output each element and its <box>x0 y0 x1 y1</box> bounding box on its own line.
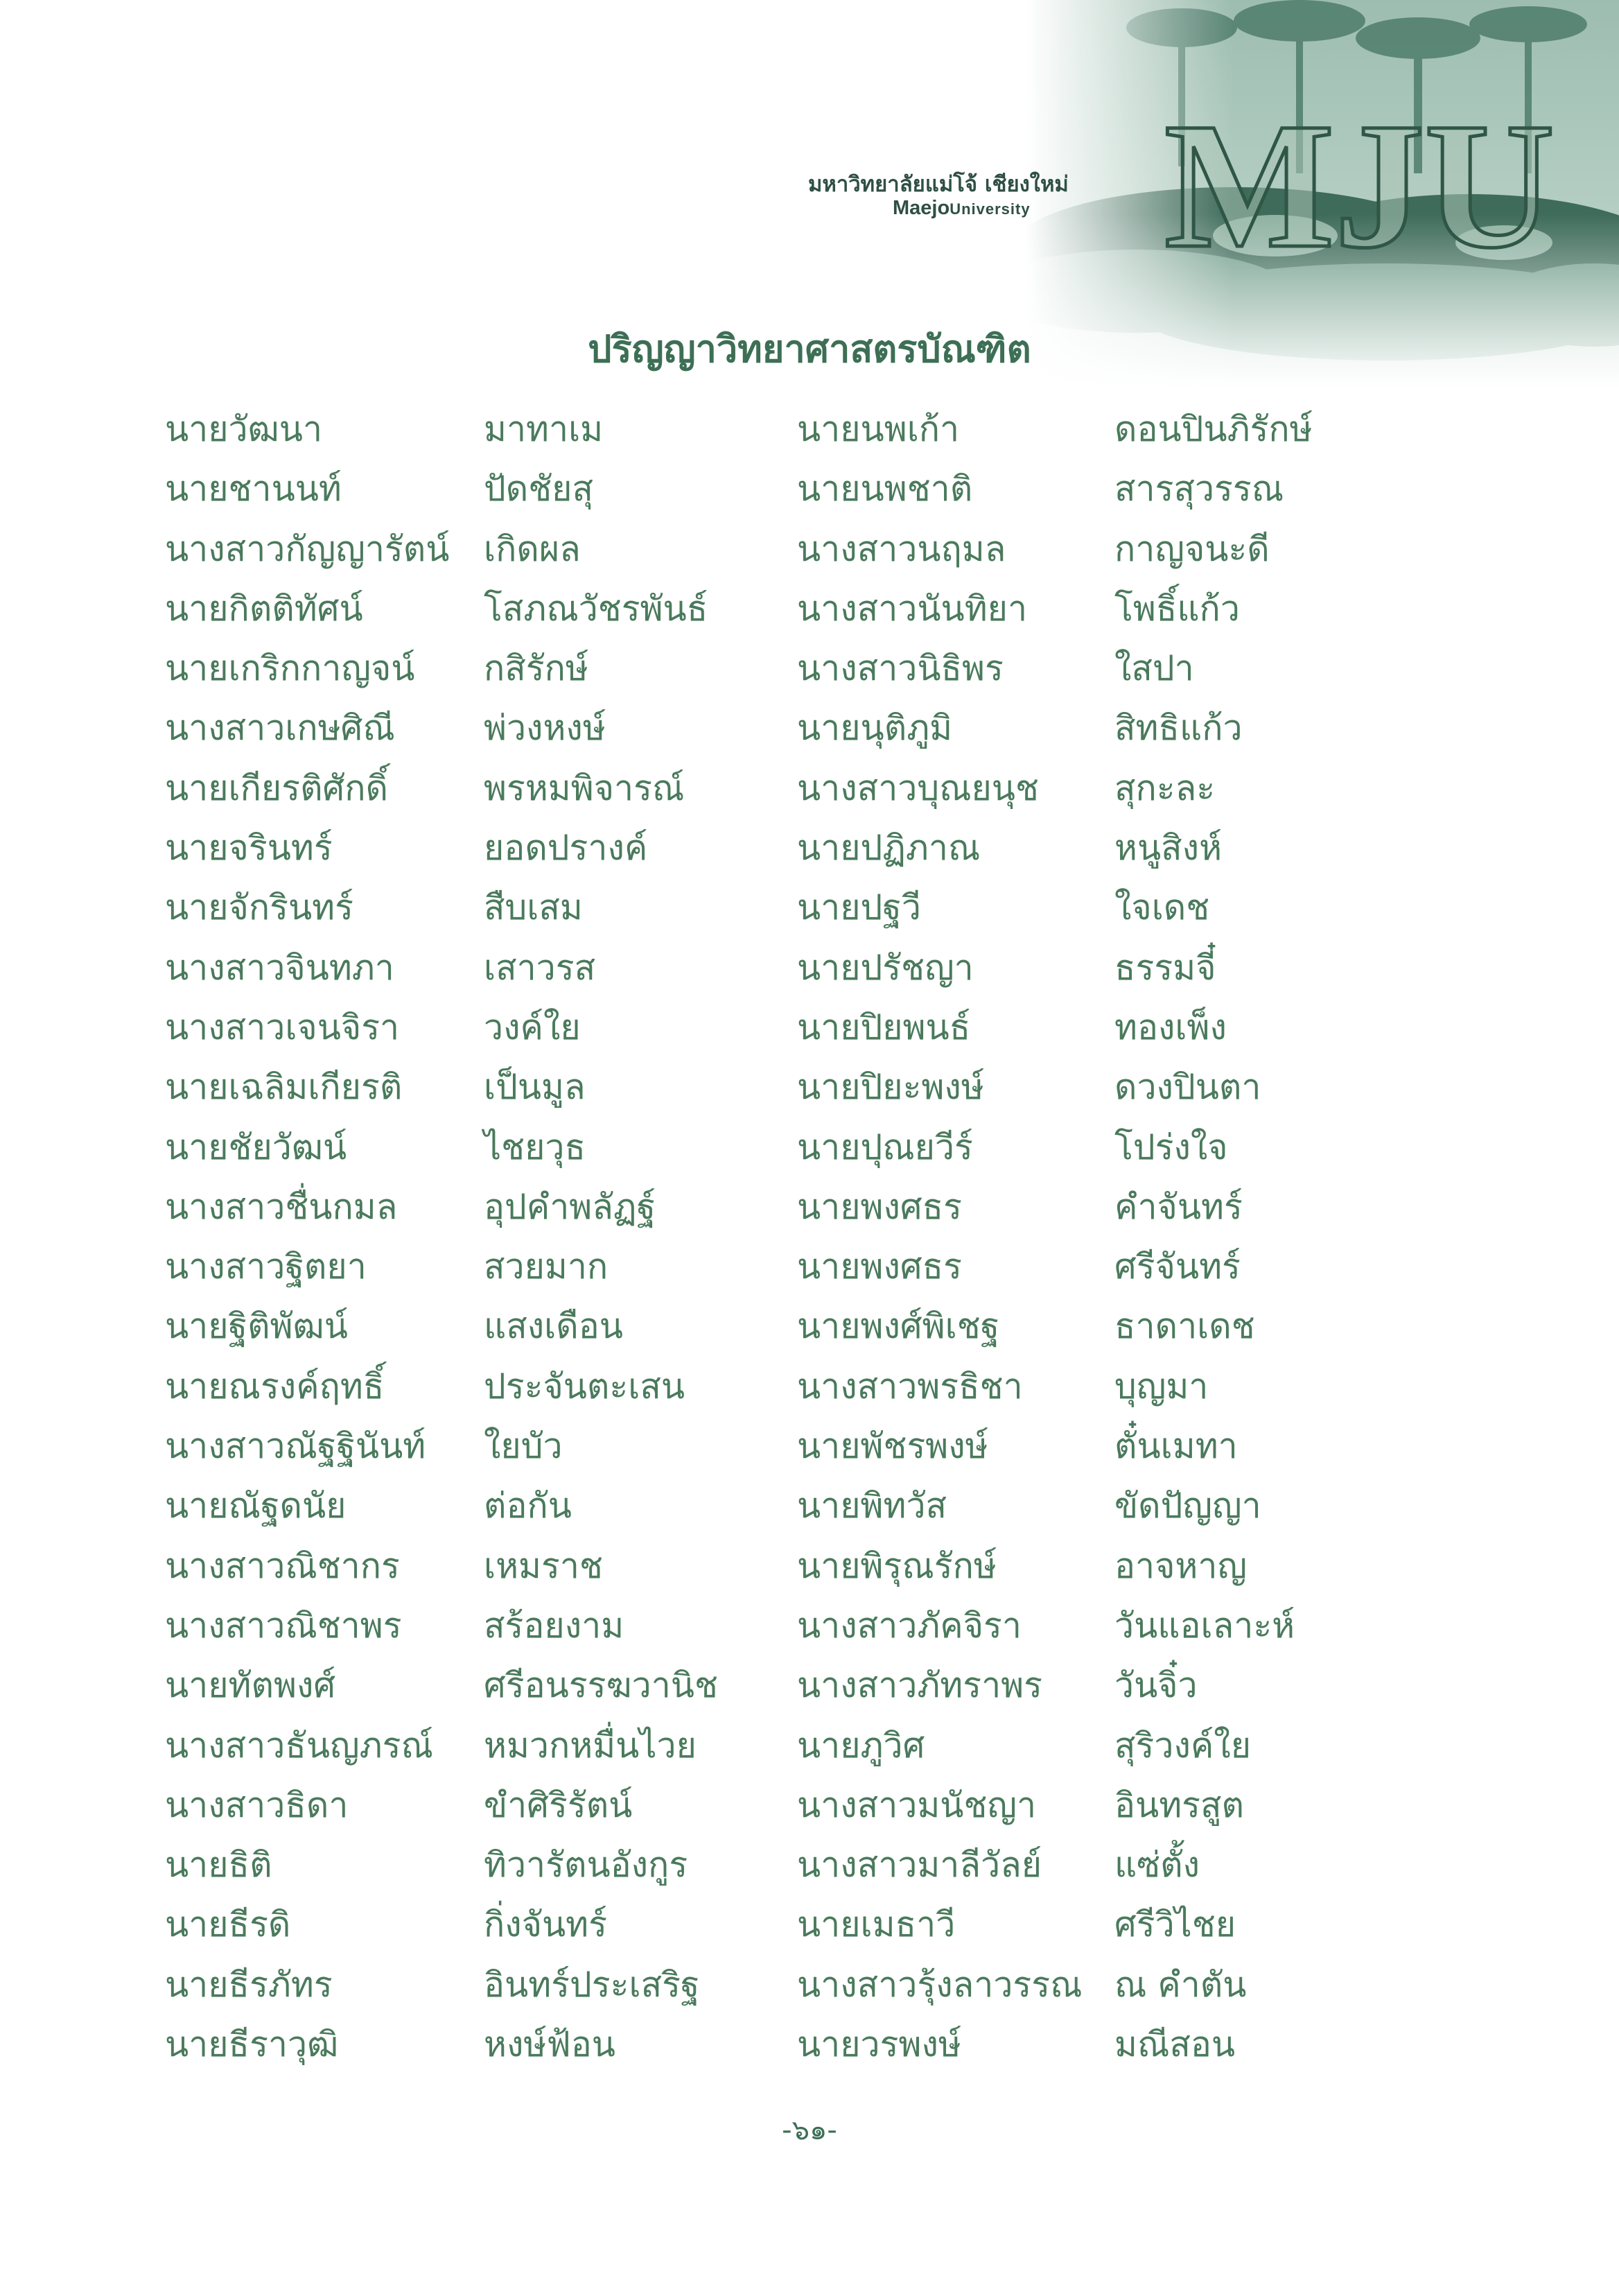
graduate-first-name: นายนพชาติ <box>797 469 973 510</box>
graduate-last-name: เป็นมูล <box>484 1067 586 1108</box>
graduate-last-name: เกิดผล <box>484 528 581 569</box>
graduate-first-name: นางสาวเกษศิณี <box>165 708 395 749</box>
graduate-last-name: อินทร์ประเสริฐ <box>484 1964 700 2005</box>
graduate-first-name: นายพิรุณรักษ์ <box>797 1545 997 1586</box>
graduate-first-name: นายธีรดิ <box>165 1904 291 1945</box>
graduate-last-name: สุริวงค์ใย <box>1114 1725 1252 1766</box>
graduate-first-name: นายเกริกกาญจน์ <box>165 648 415 689</box>
graduate-first-name: นายวรพงษ์ <box>797 2024 961 2065</box>
graduate-last-name: เหมราช <box>484 1545 603 1586</box>
university-name-english-main: Maejo <box>893 197 950 219</box>
graduate-last-name: ตั๋นเมทา <box>1114 1426 1238 1467</box>
graduate-first-name: นายนุติภูมิ <box>797 708 953 749</box>
graduate-first-name: นายเมธาวี <box>797 1904 956 1945</box>
graduate-last-name: สืบเสม <box>484 887 583 928</box>
degree-heading: ปริญญาวิทยาศาสตรบัณฑิต <box>588 327 1031 371</box>
graduate-first-name: นายธีราวุฒิ <box>165 2024 339 2065</box>
graduate-last-name: บุญมา <box>1114 1366 1209 1407</box>
graduate-first-name: นางสาวชื่นกมล <box>165 1186 398 1227</box>
graduate-first-name: นายพงศธร <box>797 1186 963 1227</box>
graduate-last-name: พ่วงหงษ์ <box>484 708 606 749</box>
graduate-last-name: ใจเดช <box>1114 887 1210 928</box>
graduate-last-name: หงษ์ฟ้อน <box>484 2024 615 2065</box>
graduate-first-name: นายพัชรพงษ์ <box>797 1426 988 1467</box>
graduate-first-name: นายภูวิศ <box>797 1725 925 1766</box>
graduate-first-name: นายจรินทร์ <box>165 828 333 869</box>
graduate-first-name: นายพิทวัส <box>797 1486 947 1527</box>
graduate-first-name: นายเกียรติศักดิ์ <box>165 767 389 808</box>
graduate-last-name: ทองเพ็ง <box>1114 1007 1227 1047</box>
graduate-first-name: นางสาวมนัชญา <box>797 1784 1037 1825</box>
graduate-first-name: นางสาวณิชาพร <box>165 1605 402 1646</box>
mju-logo: MJU <box>1164 86 1555 286</box>
graduate-first-name: นางสาวภัทราพร <box>797 1665 1043 1706</box>
graduate-last-name: อุปคำพลัฏฐ์ <box>484 1186 656 1227</box>
graduate-first-name: นายชานนท์ <box>165 469 342 510</box>
graduate-last-name: เสาวรส <box>484 947 596 988</box>
graduate-first-name: นายจักรินทร์ <box>165 887 353 928</box>
graduate-last-name: แสงเดือน <box>484 1306 623 1347</box>
graduate-first-name: นายพงศธร <box>797 1246 963 1287</box>
graduate-last-name: โสภณวัชรพันธ์ <box>484 588 708 629</box>
graduate-last-name: สร้อยงาม <box>484 1605 624 1646</box>
graduate-last-name: โพธิ์แก้ว <box>1114 588 1240 629</box>
graduate-last-name: วันจิ๋ว <box>1114 1665 1198 1706</box>
graduate-first-name: นางสาวกัญญารัตน์ <box>165 528 450 569</box>
graduate-first-name: นางสาวนันทิยา <box>797 588 1028 629</box>
graduate-last-name: สิทธิแก้ว <box>1114 708 1243 749</box>
graduate-last-name: อินทรสูต <box>1114 1784 1245 1825</box>
graduate-first-name: นายธิติ <box>165 1845 272 1886</box>
graduate-last-name: คำจันทร์ <box>1114 1186 1243 1227</box>
graduate-last-name: มณีสอน <box>1114 2024 1236 2065</box>
graduate-first-name: นางสาวจินทภา <box>165 947 394 988</box>
graduate-last-name: ขัดปัญญา <box>1114 1486 1261 1527</box>
graduate-last-name: กาญจนะดี <box>1114 528 1270 569</box>
graduate-last-name: ศรีจันทร์ <box>1114 1246 1241 1287</box>
graduate-first-name: นายปิยะพงษ์ <box>797 1067 984 1108</box>
graduate-first-name: นายวัฒนา <box>165 409 323 449</box>
graduate-last-name: ประจันตะเสน <box>484 1366 685 1407</box>
graduate-last-name: สวยมาก <box>484 1246 609 1287</box>
graduate-first-name: นายเฉลิมเกียรติ <box>165 1067 403 1108</box>
graduate-first-name: นางสาวฐิตยา <box>165 1246 367 1287</box>
graduate-first-name: นายนพเก้า <box>797 409 960 449</box>
graduate-last-name: มาทาเม <box>484 409 604 449</box>
graduate-last-name: ปัดชัยสุ <box>484 469 593 510</box>
graduate-first-name: นางสาวธันญภรณ์ <box>165 1725 433 1766</box>
graduate-last-name: ไชยวุธ <box>484 1127 586 1167</box>
graduate-last-name: ขำศิริรัตน์ <box>484 1784 633 1825</box>
graduate-last-name: ศรีวิไชย <box>1114 1904 1236 1945</box>
graduate-first-name: นายชัยวัฒน์ <box>165 1127 347 1167</box>
graduate-last-name: ณ คำตัน <box>1114 1964 1247 2005</box>
graduate-first-name: นายธีรภัทร <box>165 1964 333 2005</box>
graduate-last-name: โปร่งใจ <box>1114 1127 1228 1167</box>
graduate-first-name: นายปรัชญา <box>797 947 974 988</box>
graduate-last-name: สุกะละ <box>1114 767 1216 808</box>
graduate-first-name: นายปุณยวีร์ <box>797 1127 973 1167</box>
graduate-last-name: หมวกหมื่นไวย <box>484 1725 697 1766</box>
graduate-first-name: นายฐิติพัฒน์ <box>165 1306 348 1347</box>
graduate-last-name: พรหมพิจารณ์ <box>484 767 685 808</box>
university-name-english <box>893 197 1031 220</box>
graduate-last-name: ต่อกัน <box>484 1486 572 1527</box>
graduate-last-name: ทิวารัตนอังกูร <box>484 1845 688 1886</box>
graduate-first-name: นายปฐวี <box>797 887 921 928</box>
graduate-last-name: ใยบัว <box>484 1426 563 1467</box>
graduate-first-name: นางสาวนฤมล <box>797 528 1006 569</box>
graduate-last-name: แซ่ตั้ง <box>1114 1845 1200 1886</box>
graduate-last-name: อาจหาญ <box>1114 1545 1248 1586</box>
graduate-last-name: ดวงปินตา <box>1114 1067 1261 1108</box>
graduate-last-name: ธาดาเดช <box>1114 1306 1255 1347</box>
graduate-last-name: ดอนปินภิรักษ์ <box>1114 409 1313 449</box>
graduate-first-name: นางสาวบุณยนุช <box>797 767 1039 808</box>
graduate-first-name: นายพงศ์พิเชฐ <box>797 1306 1000 1347</box>
graduate-last-name: วงค์ใย <box>484 1007 581 1047</box>
university-name-english-small: University <box>949 200 1031 218</box>
graduate-first-name: นางสาวเจนจิรา <box>165 1007 400 1047</box>
graduate-first-name: นางสาวธิดา <box>165 1784 349 1825</box>
graduate-last-name: ใสปา <box>1114 648 1194 689</box>
graduate-first-name: นางสาวมาลีวัลย์ <box>797 1845 1042 1886</box>
graduate-last-name: ธรรมจี๋ <box>1114 947 1216 988</box>
graduate-first-name: นายณัฐดนัย <box>165 1486 347 1527</box>
graduate-last-name: วันแอเลาะห์ <box>1114 1605 1295 1646</box>
graduate-first-name: นายปิยพนธ์ <box>797 1007 971 1047</box>
graduate-last-name: กิ่งจันทร์ <box>484 1904 607 1945</box>
graduate-last-name: กสิรักษ์ <box>484 648 588 689</box>
graduate-first-name: นายณรงค์ฤทธิ์ <box>165 1366 385 1407</box>
graduate-first-name: นางสาวณิชากร <box>165 1545 400 1586</box>
page-number: -๖๑- <box>782 2114 837 2146</box>
graduate-first-name: นางสาวนิธิพร <box>797 648 1004 689</box>
graduate-first-name: นายปฏิภาณ <box>797 828 981 869</box>
university-name-thai: มหาวิทยาลัยแม่โจ้ เชียงใหม่ <box>808 172 1069 197</box>
graduate-last-name: ศรีอนรรฆวานิช <box>484 1665 718 1706</box>
graduate-last-name: สารสุวรรณ <box>1114 469 1284 510</box>
graduate-first-name: นายกิตติทัศน์ <box>165 588 363 629</box>
graduate-first-name: นายทัตพงศ์ <box>165 1665 336 1706</box>
graduate-last-name: ยอดปรางค์ <box>484 828 648 869</box>
graduate-first-name: นางสาวรุ้งลาวรรณ <box>797 1964 1083 2005</box>
graduate-first-name: นางสาวพรธิชา <box>797 1366 1023 1407</box>
graduate-first-name: นางสาวณัฐฐินันท์ <box>165 1426 426 1467</box>
graduate-last-name: หนูสิงห์ <box>1114 828 1223 869</box>
graduate-first-name: นางสาวภัคจิรา <box>797 1605 1022 1646</box>
